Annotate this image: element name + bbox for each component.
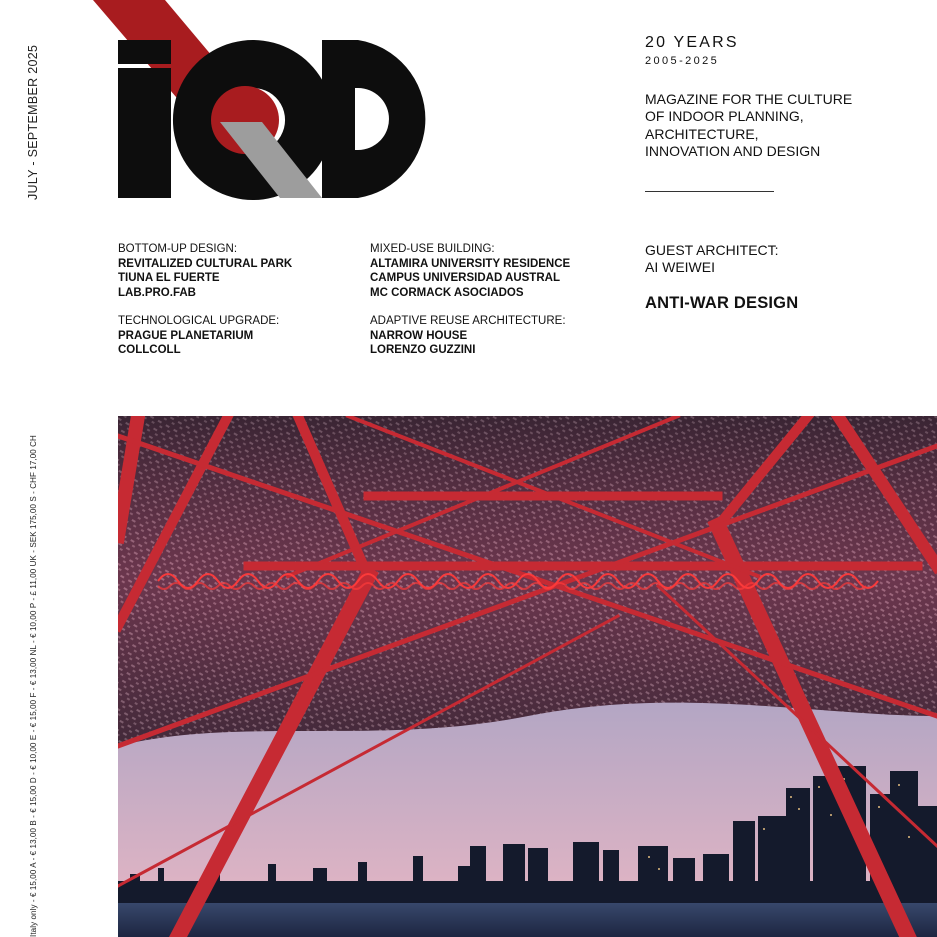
tagline-line: MAGAZINE FOR THE CULTURE [645, 91, 853, 107]
anniversary-range: 2005-2025 [645, 55, 720, 67]
guest-architect-name: AI WEIWEI [645, 259, 715, 275]
feature-headline: ANTI-WAR DESIGN [645, 294, 799, 312]
topic-item: PRAGUE PLANETARIUM [118, 329, 254, 342]
magazine-tagline [645, 91, 905, 160]
iqd-logo [90, 0, 450, 205]
topic-item: NARROW HOUSE [370, 329, 468, 342]
topic-mixed-use-building [370, 242, 570, 300]
issue-date-spine: JULY - SEPTEMBER 2025 [26, 44, 40, 200]
topic-adaptive-reuse [370, 314, 566, 358]
tagline-line: ARCHITECTURE, [645, 125, 759, 142]
topic-category: ADAPTIVE REUSE ARCHITECTURE: [370, 315, 566, 327]
topic-category: MIXED-USE BUILDING: [370, 243, 495, 255]
anniversary-title: 20 YEARS [645, 34, 739, 51]
topic-item: LAB.PRO.FAB [118, 286, 196, 299]
topic-technological-upgrade [118, 314, 279, 358]
topic-category: BOTTOM-UP DESIGN: [118, 243, 238, 255]
tagline-line: INNOVATION AND DESIGN [645, 142, 821, 159]
price-list-spine: Italy only - € 15,00 A - € 13,00 B - € 15,00 D - € 10,00 E - € 15,00 F - € 13,00 NL - € 10,00 P - £ 11,00 UK - SEK 175,00 S - CHF 17,00 CH [29, 435, 38, 937]
topic-item: LORENZO GUZZINI [370, 344, 476, 357]
tagline-line: OF INDOOR PLANNING, [645, 108, 804, 125]
cover-photo [118, 416, 937, 937]
topic-item: REVITALIZED CULTURAL PARK [118, 257, 293, 270]
topic-category: TECHNOLOGICAL UPGRADE: [118, 315, 280, 327]
guest-architect-label: GUEST ARCHITECT: [645, 242, 779, 258]
topic-item: ALTAMIRA UNIVERSITY RESIDENCE [370, 257, 571, 270]
topic-bottom-up-design [118, 242, 292, 300]
topic-item: COLLCOLL [118, 344, 181, 357]
topic-item: TIUNA EL FUERTE [118, 272, 220, 285]
topic-item: MC CORMACK ASOCIADOS [370, 286, 524, 299]
topic-item: CAMPUS UNIVERSIDAD AUSTRAL [370, 272, 560, 285]
header-divider [645, 191, 774, 192]
